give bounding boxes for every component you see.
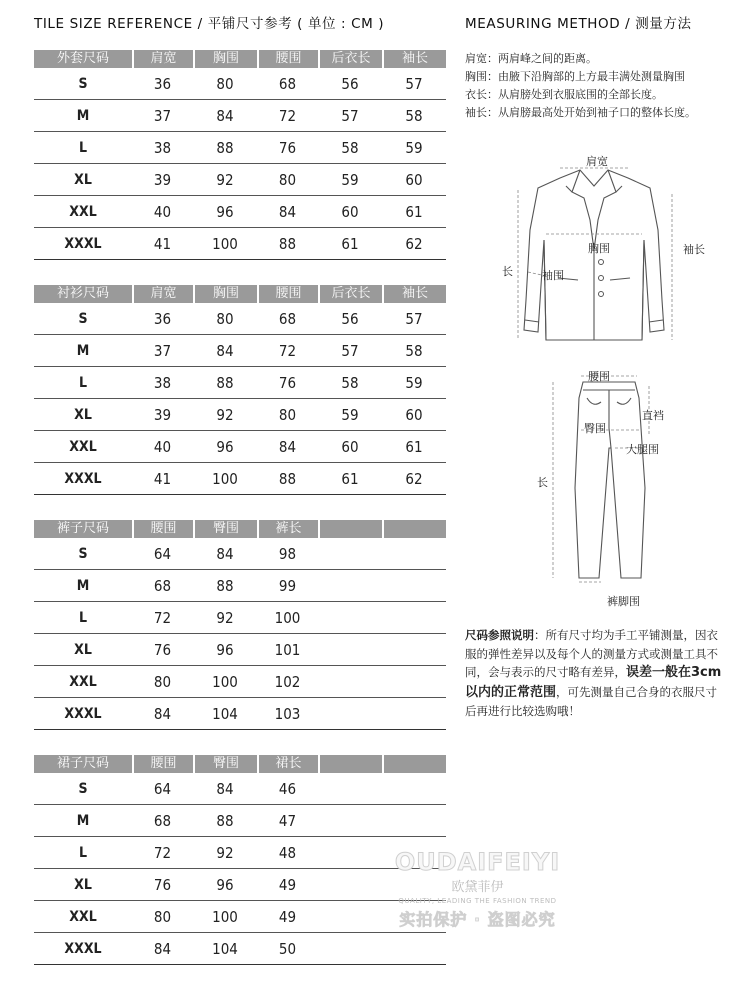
column-header: 臀围 (193, 520, 257, 538)
size-cell: M (76, 577, 90, 594)
value-cell: 76 (278, 373, 297, 392)
column-header: 肩宽 (132, 50, 193, 68)
value-cell: 59 (405, 373, 423, 392)
size-cell: XXL (69, 673, 97, 690)
size-cell: XXXL (64, 940, 102, 957)
size-cell: XXL (69, 438, 97, 455)
column-header: 袖长 (382, 50, 446, 68)
table-row (34, 303, 446, 335)
column-header: 外套尺码 (56, 51, 109, 66)
watermark-cn-name: 欧黛菲伊 (451, 880, 504, 895)
value-cell: 88 (216, 811, 234, 830)
table-header (34, 50, 446, 68)
value-cell: 96 (216, 640, 234, 659)
value-cell (318, 773, 382, 804)
value-cell (318, 666, 382, 697)
table-row (34, 399, 446, 431)
value-cell (318, 698, 382, 729)
table-row (34, 773, 446, 805)
pants-diagram (535, 368, 685, 588)
pants-rise-label: 直裆 (642, 409, 664, 422)
value-cell (318, 538, 382, 569)
value-cell: 84 (216, 106, 234, 125)
value-cell (318, 933, 382, 964)
watermark-brand: OUDAIFEIYI (394, 848, 561, 876)
value-cell: 62 (405, 234, 423, 253)
value-cell (318, 805, 382, 836)
value-cell: 50 (278, 939, 297, 958)
table-row (34, 805, 446, 837)
value-cell: 58 (405, 341, 423, 360)
value-cell: 72 (153, 843, 172, 862)
size-note-emphasis: 误差一般在3cm以内的正常范围 (465, 665, 722, 700)
value-cell: 98 (278, 544, 297, 563)
column-header: 裙子尺码 (56, 756, 109, 771)
value-cell: 84 (216, 341, 234, 360)
value-cell (382, 933, 446, 964)
column-header (318, 520, 382, 538)
column-header: 袖长 (382, 285, 446, 303)
size-note (465, 626, 725, 721)
value-cell: 49 (278, 907, 297, 926)
value-cell: 57 (341, 341, 359, 360)
jacket-shoulder-label: 肩宽 (586, 155, 608, 168)
value-cell: 104 (212, 704, 238, 723)
value-cell: 37 (153, 106, 172, 125)
value-cell: 76 (153, 875, 172, 894)
size-note-title: 尺码参照说明 (465, 628, 534, 642)
value-cell: 88 (216, 138, 234, 157)
value-cell: 96 (216, 875, 234, 894)
watermark (370, 848, 585, 930)
note-length: 衣长：从肩膀处到衣服底围的全部长度。 (465, 88, 663, 101)
table-row (34, 228, 446, 260)
size-cell: XXXL (64, 470, 102, 487)
size-cell: L (78, 139, 88, 156)
value-cell: 84 (216, 779, 234, 798)
column-header: 裤子尺码 (56, 521, 109, 536)
value-cell: 59 (341, 170, 359, 189)
table-row (34, 68, 446, 100)
table-row (34, 634, 446, 666)
value-cell: 80 (216, 74, 234, 93)
value-cell: 88 (216, 373, 234, 392)
table-row (34, 367, 446, 399)
value-cell: 68 (278, 74, 297, 93)
value-cell: 100 (274, 608, 301, 627)
value-cell: 101 (274, 640, 301, 659)
column-header (382, 755, 446, 773)
value-cell: 84 (153, 939, 172, 958)
value-cell: 58 (341, 138, 359, 157)
size-cell: M (76, 107, 90, 124)
table-row (34, 698, 446, 730)
value-cell: 72 (278, 106, 297, 125)
shirt-size-table (34, 285, 446, 495)
value-cell (382, 698, 446, 729)
jacket-cuff-label: 袖围 (542, 269, 564, 282)
jacket-sleeve-label: 袖长 (683, 243, 705, 256)
value-cell: 60 (405, 170, 423, 189)
value-cell: 99 (278, 576, 297, 595)
watermark-slogan: QUALITY, LEADING THE FASHION TREND (398, 897, 557, 905)
value-cell: 96 (216, 437, 234, 456)
value-cell: 76 (278, 138, 297, 157)
value-cell: 38 (153, 373, 172, 392)
column-header: 后衣长 (318, 50, 382, 68)
table-row (34, 431, 446, 463)
value-cell: 103 (274, 704, 301, 723)
value-cell: 36 (153, 74, 172, 93)
pants-hip-label: 臀围 (584, 422, 606, 435)
table-header (34, 285, 446, 303)
value-cell: 104 (212, 939, 238, 958)
table-row (34, 666, 446, 698)
value-cell: 84 (153, 704, 172, 723)
table-row (34, 164, 446, 196)
value-cell: 56 (341, 309, 359, 328)
size-cell: XXXL (64, 705, 102, 722)
value-cell: 36 (153, 309, 172, 328)
note-chest: 胸围：由腋下沿胸部的上方最丰满处测量胸围 (465, 70, 685, 83)
column-header (318, 755, 382, 773)
value-cell: 80 (216, 309, 234, 328)
size-cell: L (78, 844, 88, 861)
jacket-length-label: 长 (502, 265, 513, 278)
value-cell: 61 (341, 234, 359, 253)
value-cell: 100 (212, 672, 238, 691)
value-cell: 64 (153, 779, 172, 798)
column-header: 肩宽 (132, 285, 193, 303)
column-header: 衬衫尺码 (56, 286, 109, 301)
size-cell: S (78, 310, 88, 327)
value-cell: 68 (153, 811, 172, 830)
value-cell: 88 (278, 469, 297, 488)
value-cell (318, 602, 382, 633)
pants-waist-label: 腰围 (588, 370, 610, 383)
value-cell: 92 (216, 843, 234, 862)
value-cell: 59 (341, 405, 359, 424)
column-header: 胸围 (193, 285, 257, 303)
table-header (34, 520, 446, 538)
value-cell: 72 (153, 608, 172, 627)
value-cell: 92 (216, 405, 234, 424)
size-cell: XXL (69, 203, 97, 220)
value-cell: 59 (405, 138, 423, 157)
size-cell: S (78, 545, 88, 562)
value-cell (318, 634, 382, 665)
value-cell: 92 (216, 608, 234, 627)
size-cell: M (76, 812, 90, 829)
value-cell: 61 (405, 437, 423, 456)
table-row (34, 570, 446, 602)
value-cell: 39 (153, 170, 172, 189)
value-cell: 88 (216, 576, 234, 595)
value-cell: 100 (212, 469, 238, 488)
value-cell: 62 (405, 469, 423, 488)
measure-notes (465, 50, 696, 122)
size-cell: XL (74, 171, 92, 188)
value-cell: 80 (153, 672, 172, 691)
size-cell: S (78, 75, 88, 92)
size-cell: L (78, 609, 88, 626)
value-cell: 84 (278, 202, 297, 221)
column-header (382, 520, 446, 538)
note-sleeve: 袖长：从肩膀最高处开始到袖子口的整体长度。 (465, 106, 696, 119)
value-cell: 60 (341, 437, 359, 456)
column-header: 腰围 (257, 50, 318, 68)
value-cell: 38 (153, 138, 172, 157)
value-cell: 49 (278, 875, 297, 894)
size-note-text1: ：所有尺寸均为手工平铺测量，因衣服的弹性差异以及每个人的测量方式或测量工具不同，会与表示的尺寸略有差异， (465, 628, 718, 679)
value-cell: 100 (212, 907, 238, 926)
value-cell: 88 (278, 234, 297, 253)
column-header: 腰围 (132, 755, 193, 773)
column-header: 裤长 (257, 520, 318, 538)
pants-length-label: 长 (537, 476, 548, 489)
size-cell: XL (74, 641, 92, 658)
value-cell: 84 (278, 437, 297, 456)
value-cell: 58 (405, 106, 423, 125)
value-cell: 57 (341, 106, 359, 125)
value-cell: 37 (153, 341, 172, 360)
value-cell: 61 (341, 469, 359, 488)
value-cell (382, 634, 446, 665)
note-shoulder: 肩宽：两肩峰之间的距离。 (465, 52, 597, 65)
value-cell (382, 538, 446, 569)
coat-size-table (34, 50, 446, 260)
size-cell: M (76, 342, 90, 359)
column-header: 腰围 (257, 285, 318, 303)
value-cell: 92 (216, 170, 234, 189)
value-cell: 48 (278, 843, 297, 862)
value-cell (382, 666, 446, 697)
value-cell: 61 (405, 202, 423, 221)
table-row (34, 335, 446, 367)
value-cell: 80 (278, 170, 297, 189)
value-cell: 76 (153, 640, 172, 659)
size-cell: XL (74, 876, 92, 893)
value-cell: 46 (278, 779, 297, 798)
size-cell: L (78, 374, 88, 391)
value-cell: 41 (153, 234, 172, 253)
value-cell: 64 (153, 544, 172, 563)
column-header: 胸围 (193, 50, 257, 68)
value-cell (382, 570, 446, 601)
value-cell: 40 (153, 437, 172, 456)
value-cell: 80 (278, 405, 297, 424)
table-row (34, 538, 446, 570)
value-cell: 96 (216, 202, 234, 221)
value-cell (318, 570, 382, 601)
value-cell (382, 602, 446, 633)
table-row (34, 602, 446, 634)
value-cell: 60 (405, 405, 423, 424)
column-header: 腰围 (132, 520, 193, 538)
size-cell: XXL (69, 908, 97, 925)
pants-size-table (34, 520, 446, 730)
measuring-method-title: MEASURING METHOD / 测量方法 (465, 16, 692, 32)
value-cell: 56 (341, 74, 359, 93)
value-cell (382, 773, 446, 804)
column-header: 裙长 (257, 755, 318, 773)
pants-hem-label: 裤脚围 (607, 595, 640, 608)
size-cell: XL (74, 406, 92, 423)
value-cell (382, 805, 446, 836)
value-cell: 68 (153, 576, 172, 595)
table-row (34, 100, 446, 132)
value-cell: 68 (278, 309, 297, 328)
size-cell: S (78, 780, 88, 797)
value-cell: 72 (278, 341, 297, 360)
value-cell: 60 (341, 202, 359, 221)
value-cell: 40 (153, 202, 172, 221)
value-cell: 39 (153, 405, 172, 424)
value-cell: 41 (153, 469, 172, 488)
table-row (34, 132, 446, 164)
value-cell: 47 (278, 811, 297, 830)
value-cell: 80 (153, 907, 172, 926)
watermark-protect: 实拍保护 · 盗图必究 (399, 910, 556, 929)
table-row (34, 196, 446, 228)
table-header (34, 755, 446, 773)
value-cell: 58 (341, 373, 359, 392)
value-cell: 57 (405, 309, 423, 328)
size-reference-title: TILE SIZE REFERENCE / 平铺尺寸参考 ( 单位 : CM ) (34, 16, 385, 32)
value-cell: 84 (216, 544, 234, 563)
value-cell: 57 (405, 74, 423, 93)
table-row (34, 463, 446, 495)
pants-thigh-label: 大腿围 (626, 443, 659, 456)
column-header: 臀围 (193, 755, 257, 773)
size-note-text2: ，可先测量自己合身的衣服尺寸后再进行比较选购哦！ (465, 684, 718, 718)
table-row (34, 933, 446, 965)
column-header: 后衣长 (318, 285, 382, 303)
value-cell: 102 (274, 672, 301, 691)
size-cell: XXXL (64, 235, 102, 252)
jacket-chest-label: 胸围 (588, 242, 610, 255)
value-cell: 100 (212, 234, 238, 253)
